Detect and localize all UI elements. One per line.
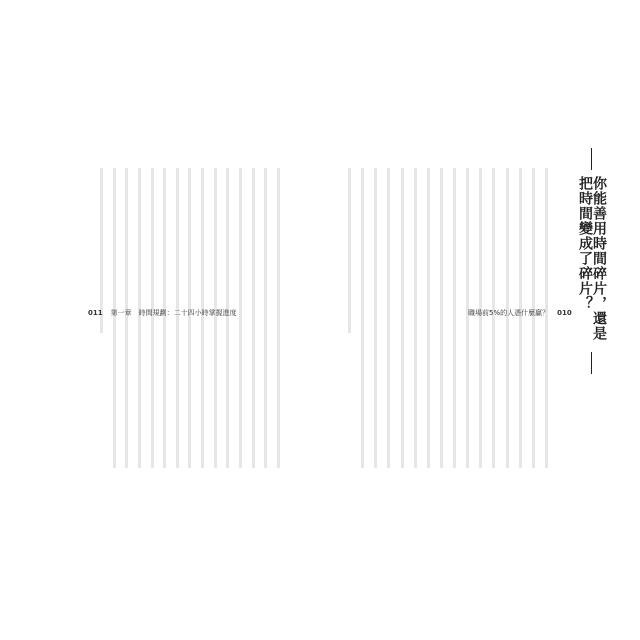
running-header: 職場前5%的人憑什麼贏？ bbox=[468, 309, 550, 317]
text-column bbox=[414, 168, 417, 468]
text-column bbox=[374, 168, 377, 468]
text-column bbox=[138, 168, 141, 468]
text-column bbox=[401, 168, 404, 468]
chapter-section-title: 你能善用時間碎片，還是把時間變成了碎片？ bbox=[577, 176, 607, 341]
page-number: 011 bbox=[88, 309, 103, 317]
text-column bbox=[214, 168, 217, 468]
text-column bbox=[226, 168, 229, 468]
left-page-text-columns-placeholder bbox=[100, 168, 280, 468]
text-column bbox=[252, 168, 255, 468]
title-rule bbox=[591, 148, 592, 170]
text-column bbox=[125, 168, 128, 468]
text-column bbox=[440, 168, 443, 468]
text-column bbox=[348, 168, 351, 333]
text-column bbox=[545, 168, 548, 468]
text-column bbox=[264, 168, 267, 468]
title-rule bbox=[591, 352, 592, 374]
right-page-footer bbox=[468, 308, 572, 318]
text-column bbox=[479, 168, 482, 468]
text-column bbox=[113, 168, 116, 468]
left-page-footer bbox=[88, 308, 237, 318]
page-number: 010 bbox=[557, 309, 572, 317]
text-column bbox=[453, 168, 456, 468]
text-column bbox=[466, 168, 469, 468]
text-column bbox=[427, 168, 430, 468]
text-column bbox=[506, 168, 509, 468]
text-column bbox=[239, 168, 242, 468]
text-column bbox=[519, 168, 522, 468]
text-column bbox=[532, 168, 535, 468]
text-column bbox=[277, 168, 280, 468]
text-column bbox=[151, 168, 154, 468]
text-column bbox=[188, 168, 191, 468]
right-page-text-columns-placeholder bbox=[348, 168, 548, 468]
text-column bbox=[387, 168, 390, 468]
text-column bbox=[492, 168, 495, 468]
text-column bbox=[361, 168, 364, 468]
text-column bbox=[176, 168, 179, 468]
text-column bbox=[163, 168, 166, 468]
running-header: 第一章 時間規劃：二十四小時掌握進度 bbox=[110, 309, 237, 317]
text-column bbox=[201, 168, 204, 468]
